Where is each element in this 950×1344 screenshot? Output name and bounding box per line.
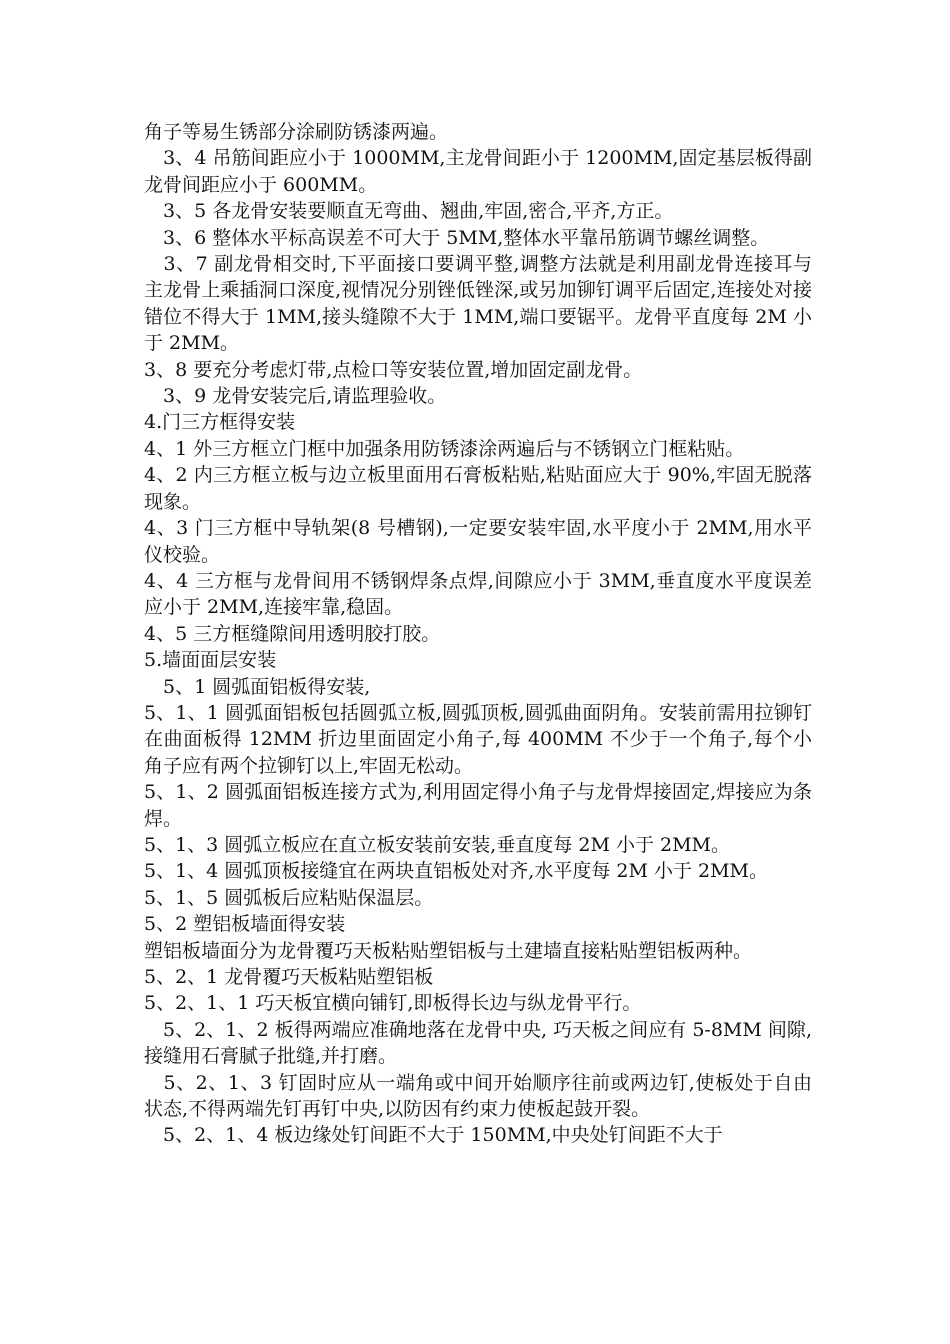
paragraph: 4、1 外三方框立门框中加强条用防锈漆涂两遍后与不锈钢立门框粘贴。 xyxy=(144,437,745,460)
paragraph: 塑铝板墙面分为龙骨覆巧天板粘贴塑铝板与土建墙直接粘贴塑铝板两种。 xyxy=(144,939,753,962)
paragraph: 3、9 龙骨安装完后,请监理验收。 xyxy=(144,385,447,408)
paragraph: 5、2、1、1 巧天板宜横向铺钉,即板得长边与纵龙骨平行。 xyxy=(144,992,642,1015)
paragraph: 3、5 各龙骨安装要顺直无弯曲、翘曲,牢固,密合,平齐,方正。 xyxy=(144,200,674,223)
paragraph: 5、2、1、3 钉固时应从一端角或中间开始顺序往前或两边钉,使板处于自由状态,不得两端先钉再钉中央,以防因有约束力使板起鼓开裂。 xyxy=(144,1071,812,1121)
paragraph: 5、2、1 龙骨覆巧天板粘贴塑铝板 xyxy=(144,966,434,988)
paragraph: 5、2、1、2 板得两端应准确地落在龙骨中央, 巧天板之间应有 5-8MM 间隙,接缝用石膏腻子批缝,并打磨。 xyxy=(144,1018,812,1068)
paragraph: 3、6 整体水平标高误差不可大于 5MM,整体水平靠吊筋调节螺丝调整。 xyxy=(144,226,770,249)
paragraph: 5、2、1、4 板边缘处钉间距不大于 150MM,中央处钉间距不大于 xyxy=(144,1124,723,1147)
paragraph: 4、4 三方框与龙骨间用不锈钢焊条点焊,间隙应小于 3MM,垂直度水平度误差应小于 2MM,连接牢靠,稳固。 xyxy=(144,569,812,619)
paragraph: 5、1、2 圆弧面铝板连接方式为,利用固定得小角子与龙骨焊接固定,焊接应为条焊。 xyxy=(144,781,812,830)
paragraph: 角子等易生锈部分涂刷防锈漆两遍。 xyxy=(144,121,449,143)
section-heading: 4.门三方框得安装 xyxy=(144,411,296,434)
paragraph: 4、5 三方框缝隙间用透明胶打胶。 xyxy=(144,622,441,645)
paragraph: 5、1、4 圆弧顶板接缝宜在两块直铝板处对齐,水平度每 2M 小于 2MM。 xyxy=(144,860,769,883)
document-body xyxy=(144,119,812,1149)
section-heading: 5.墙面面层安装 xyxy=(144,649,277,672)
paragraph: 3、4 吊筋间距应小于 1000MM,主龙骨间距小于 1200MM,固定基层板得副龙骨间距应小于 600MM。 xyxy=(144,147,812,196)
paragraph: 5、1、3 圆弧立板应在直立板安装前安装,垂直度每 2M 小于 2MM。 xyxy=(144,833,731,856)
paragraph: 3、7 副龙骨相交时,下平面接口要调平整,调整方法就是利用副龙骨连接耳与主龙骨上乘插洞口深度,视情况分别锉低锉深,或另加铆钉调平后固定,连接处对接错位不得大于 1MM,接头缝隙不大于 1MM,端口要锯平。龙骨平直度每 2M 小于 2MM。 xyxy=(144,253,812,355)
subsection-heading: 5、2 塑铝板墙面得安装 xyxy=(144,913,346,936)
paragraph: 3、8 要充分考虑灯带,点检口等安装位置,增加固定副龙骨。 xyxy=(144,358,643,381)
paragraph: 4、3 门三方框中导轨架(8 号槽钢),一定要安装牢固,水平度小于 2MM,用水平仪校验。 xyxy=(144,517,812,566)
paragraph: 5、1、1 圆弧面铝板包括圆弧立板,圆弧顶板,圆弧曲面阴角。安装前需用拉铆钉在曲面板得 12MM 折边里面固定小角子,每 400MM 不少于一个角子,每个小角子应有两个拉铆钉以上,牢固无松动。 xyxy=(144,701,812,777)
paragraph: 5、1 圆弧面铝板得安装, xyxy=(144,675,371,698)
paragraph: 4、2 内三方框立板与边立板里面用石膏板粘贴,粘贴面应大于 90%,牢固无脱落现象。 xyxy=(144,464,812,513)
paragraph: 5、1、5 圆弧板后应粘贴保温层。 xyxy=(144,886,434,909)
